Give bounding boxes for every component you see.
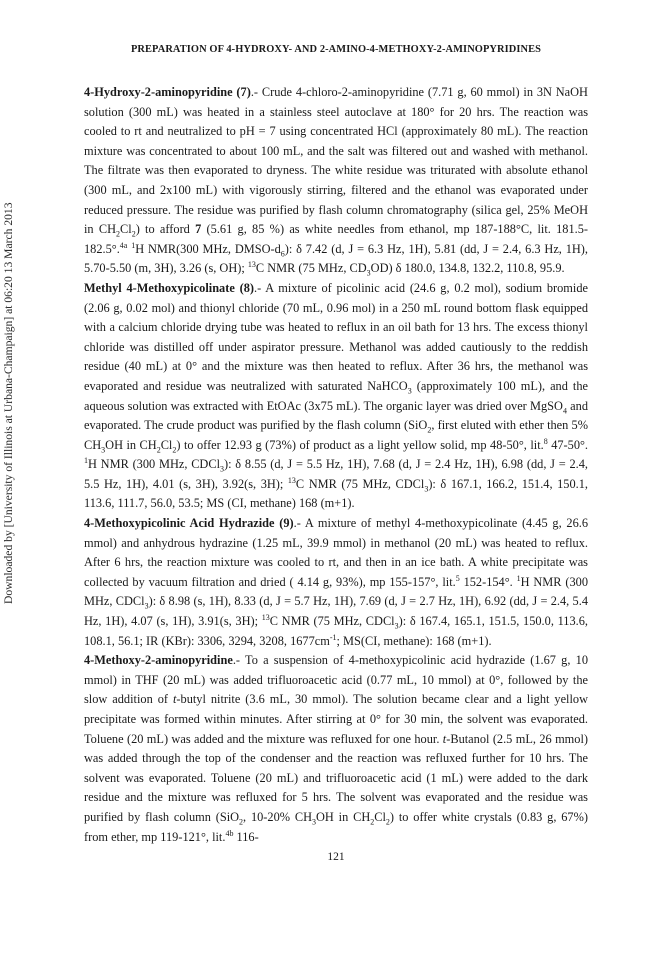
paragraph-body: A mixture of picolinic acid (24.6 g, 0.2 mol), sodium bromide (2.06 g, 0.02 mol) and thionyl chloride (70 mL, 0.96 mol) in a 250 mL round bottom flask equipped with a calcium chloride drying tube was heated to reflux in an oil bath for 13 hrs. The excess thionyl chloride was distilled off under aspirator pressure. Methanol was added cautiously to the reddish residue (40 mL) at 0° and the mixture was then heated to reflux. After 36 hrs, the methanol was evaporated and residue was neutralized with saturated NaHCO$_3$ (approximately 100 mL), and the aqueous solution was extracted with EtOAc (3x75 mL). The organic layer was dried over MgSO$_4$ and evaporated. The crude product was purified by the flash column (SiO$_2$, first eluted with ether then 5% $CH_3OH$ in $CH_2Cl_2$) to offer 12.93 g (73%) of product as a light yellow solid, mp 48-50°, lit.$^8$ 47-50°. $^1$H NMR (300 MHz, CDCl$_3$): δ 8.55 (d, J = 5.5 Hz, 1H), 7.68 (d, J = 2.4 Hz, 1H), 6.98 (dd, J = 2.4, 5.5 Hz, 1H), 4.01 (s, 3H), 3.92(s, 3H); $^{13}$C NMR (75 MHz, CDCl$_3$): δ 167.1, 166.2, 151.4, 150.1, 113.6, 111.7, 56.0, 53.5; MS (CI, methane) 168 (m+1). bbox=[84, 280, 589, 511]
paragraph-compound-7: 4-Hydroxy-2-aminopyridine (7).- Crude 4-chloro-2-aminopyridine (7.71 g, 60 mmol) in 3N NaOH solution (300 mL) was heated in a stainless steel autoclave at 180° for 20 hrs. The reaction was cooled to rt and neutralized to pH = 7 using concentrated HCl (approximately 80 mL). The reaction mixture was concentrated to about 100 mL, and the salt was filtered out and washed with methanol. The filtrate was then evaporated to dryness. The white residue was triturated with absolute ethanol (300 mL, and 2x100 mL) with vigorously stirring, filtered and the ethanol was evaporated under reduced pressure. The residue was purified by flash column chromatography (silica gel, 25% MeOH in $CH_2Cl_2$) to afford 7 (5.61 g, 85 %) as white needles from ethanol, mp 187-188°C, lit. 181.5-182.5°.$^{4a}$ $^1$H NMR(300 MHz, DMSO-$d_6$): δ 7.42 (d, J = 6.3 Hz, 1H), 5.81 (dd, J = 2.4, 6.3 Hz, 1H), 5.70-5.50 (m, 3H), 3.26 (s, OH); $^{13}$C NMR (75 MHz, $CD_3OD$) δ 180.0, 134.8, 132.2, 110.8, 95.9. bbox=[84, 85, 589, 278]
paragraph-aminopyridine: 4-Methoxy-2-aminopyridine.- To a suspension of 4-methoxypicolinic acid hydrazide (1.67 g, 10 mmol) in THF (20 mL) was added trifluoroacetic acid (0.77 mL, 10 mmol) at 0°, followed by the slow addition of t-butyl nitrite (3.6 mL, 30 mmol). The solution became clear and a light yellow precipitate was formed within minutes. After stirring at 0° for 30 min, the solvent was evaporated. Toluene (20 mL) was added and the mixture was refluxed for one hour. t-Butanol (2.5 mL, 26 mmol) was added through the top of the condenser and the reaction was refluxed further for 10 hrs. The solvent was evaporated. Toluene (20 mL) and trifluoroacetic acid (1 mL) were added to the dark residue and the mixture was refluxed for 5 hrs. The solvent was evaporated and the residue was purified by flash column (SiO$_2$, 10-20% $CH_3OH$ in $CH_2Cl_2$) to offer white crystals (0.83 g, 67%) from ether, mp 119-121°, lit.$^{4b}$ 116- bbox=[84, 653, 588, 844]
paragraph-heading: 4-Methoxypicolinic Acid Hydrazide (9) bbox=[84, 516, 294, 531]
paragraph-compound-8: Methyl 4-Methoxypicolinate (8).- A mixture of picolinic acid (24.6 g, 0.2 mol), sodium bromide (2.06 g, 0.02 mol) and thionyl chloride (70 mL, 0.96 mol) in a 250 mL round bottom flask equipped with a calcium chloride drying tube was heated to reflux in an oil bath for 13 hrs. The excess thionyl chloride was distilled off under aspirator pressure. Methanol was added cautiously to the reddish residue (40 mL) at 0° and the mixture was then heated to reflux. After 36 hrs, the methanol was evaporated and residue was neutralized with saturated NaHCO$_3$ (approximately 100 mL), and the aqueous solution was extracted with EtOAc (3x75 mL). The organic layer was dried over MgSO$_4$ and evaporated. The crude product was purified by the flash column (SiO$_2$, first eluted with ether then 5% $CH_3OH$ in $CH_2Cl_2$) to offer 12.93 g (73%) of product as a light yellow solid, mp 48-50°, lit.$^8$ 47-50°. $^1$H NMR (300 MHz, CDCl$_3$): δ 8.55 (d, J = 5.5 Hz, 1H), 7.68 (d, J = 2.4 Hz, 1H), 6.98 (dd, J = 2.4, 5.5 Hz, 1H), 4.01 (s, 3H), 3.92(s, 3H); $^{13}$C NMR (75 MHz, CDCl$_3$): δ 167.1, 166.2, 151.4, 150.1, 113.6, 111.7, 56.0, 53.5; MS (CI, methane) 168 (m+1). bbox=[84, 280, 589, 511]
running-head: PREPARATION OF 4-HYDROXY- AND 2-AMINO-4-METHOXY-2-AMINOPYRIDINES bbox=[130, 44, 542, 55]
paragraph-body: A mixture of methyl 4-methoxypicolinate (4.45 g, 26.6 mmol) and anhydrous hydrazine (1.25 mL, 39.9 mmol) in methanol (20 mL) was heated to reflux. After 6 hrs, the reaction mixture was cooled to rt, and then in an ice bath. A white precipitate was collected by vacuum filtration and dried ( 4.14 g, 93%), mp 155-157°, lit.$^5$ 152-154°. $^1$H NMR (300 MHz, CDCl$_3$): δ 8.98 (s, 1H), 8.33 (d, J = 5.7 Hz, 1H), 7.69 (d, J = 2.7 Hz, 1H), 6.92 (dd, J = 2.4, 5.4 Hz, 1H), 4.07 (s, 1H), 3.91(s, 3H); $^{13}$C NMR (75 MHz, CDCl$_3$): δ 167.4, 165.1, 151.5, 150.0, 113.6, 108.1, 56.1; IR (KBr): 3306, 3294, 3208, $1677cm^{-1}$; MS(CI, methane): 168 (m+1). bbox=[84, 516, 589, 648]
paragraph-heading: 4-Hydroxy-2-aminopyridine (7) bbox=[84, 85, 251, 99]
paragraph-compound-9: 4-Methoxypicolinic Acid Hydrazide (9).- A mixture of methyl 4-methoxypicolinate (4.45 g, 26.6 mmol) and anhydrous hydrazine (1.25 mL, 39.9 mmol) in methanol (20 mL) was heated to reflux. After 6 hrs, the reaction mixture was cooled to rt, and then in an ice bath. A white precipitate was collected by vacuum filtration and dried ( 4.14 g, 93%), mp 155-157°, lit.$^5$ 152-154°. $^1$H NMR (300 MHz, CDCl$_3$): δ 8.98 (s, 1H), 8.33 (d, J = 5.7 Hz, 1H), 7.69 (d, J = 2.7 Hz, 1H), 6.92 (dd, J = 2.4, 5.4 Hz, 1H), 4.07 (s, 1H), 3.91(s, 3H); $^{13}$C NMR (75 MHz, CDCl$_3$): δ 167.4, 165.1, 151.5, 150.0, 113.6, 108.1, 56.1; IR (KBr): 3306, 3294, 3208, $1677cm^{-1}$; MS(CI, methane): 168 (m+1). bbox=[84, 516, 589, 648]
body-text bbox=[84, 83, 588, 847]
paragraph-body: Crude 4-chloro-2-aminopyridine (7.71 g, 60 mmol) in 3N NaOH solution (300 mL) was heated in a stainless steel autoclave at 180° for 20 hrs. The reaction was cooled to rt and neutralized to pH = 7 using concentrated HCl (approximately 80 mL). The reaction mixture was concentrated to about 100 mL, and the salt was filtered out and washed with methanol. The filtrate was then evaporated to dryness. The white residue was triturated with absolute ethanol (300 mL, and 2x100 mL) with vigorously stirring, filtered and the ethanol was evaporated under reduced pressure. The residue was purified by flash column chromatography (silica gel, 25% MeOH in $CH_2Cl_2$) to afford 7 (5.61 g, 85 %) as white needles from ethanol, mp 187-188°C, lit. 181.5-182.5°.$^{4a}$ $^1$H NMR(300 MHz, DMSO-$d_6$): δ 7.42 (d, J = 6.3 Hz, 1H), 5.81 (dd, J = 2.4, 6.3 Hz, 1H), 5.70-5.50 (m, 3H), 3.26 (s, OH); $^{13}$C NMR (75 MHz, $CD_3OD$) δ 180.0, 134.8, 132.2, 110.8, 95.9. bbox=[84, 85, 589, 278]
page-number: 121 bbox=[327, 851, 345, 863]
paragraph-body: To a suspension of 4-methoxypicolinic acid hydrazide (1.67 g, 10 mmol) in THF (20 mL) was added trifluoroacetic acid (0.77 mL, 10 mmol) at 0°, followed by the slow addition of t-butyl nitrite (3.6 mL, 30 mmol). The solution became clear and a light yellow precipitate was formed within minutes. After stirring at 0° for 30 min, the solvent was evaporated. Toluene (20 mL) was added and the mixture was refluxed for one hour. t-Butanol (2.5 mL, 26 mmol) was added through the top of the condenser and the reaction was refluxed further for 10 hrs. The solvent was evaporated. Toluene (20 mL) and trifluoroacetic acid (1 mL) were added to the dark residue and the mixture was refluxed for 5 hrs. The solvent was evaporated and the residue was purified by flash column (SiO$_2$, 10-20% $CH_3OH$ in $CH_2Cl_2$) to offer white crystals (0.83 g, 67%) from ether, mp 119-121°, lit.$^{4b}$ 116- bbox=[84, 653, 588, 844]
paragraph-heading: 4-Methoxy-2-aminopyridine bbox=[84, 653, 233, 668]
download-watermark-text: Downloaded by [University of Illinois at Urbana-Champaign] at 06:20 13 March 2013 bbox=[2, 202, 15, 604]
paragraph-heading: Methyl 4-Methoxypicolinate (8) bbox=[84, 280, 254, 295]
